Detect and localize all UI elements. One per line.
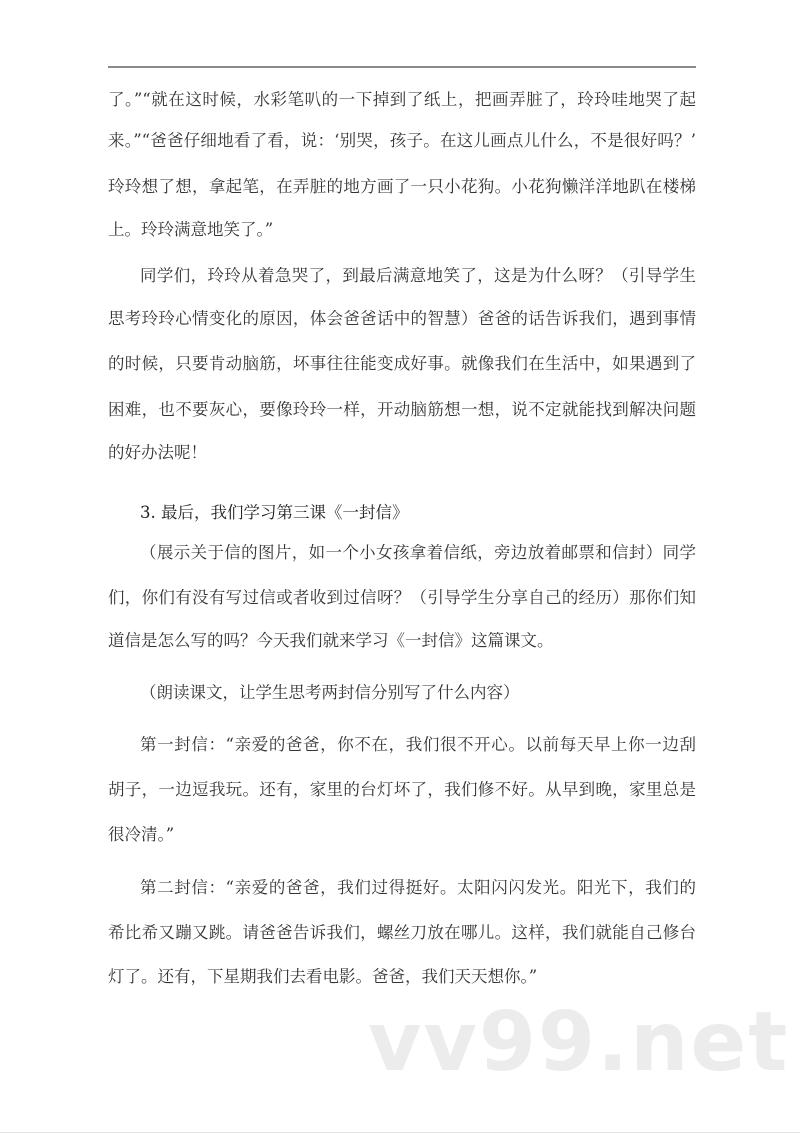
text-line: 同学们，玲玲从着急哭了，到最后满意地笑了，这是为什么呀？（引导学生 [140,266,696,285]
text-line: 道信是怎么写的吗？今天我们就来学习《一封信》这篇课文。 [108,631,554,650]
section-heading: 3. 最后，我们学习第三课《一封信》 [140,503,409,522]
text-line: 第二封信：“亲爱的爸爸，我们过得挺好。太阳闪闪发光。阳光下，我们的 [140,878,696,897]
text-line: 们，你们有没有写过信或者收到过信呀？（引导学生分享自己的经历）那你们知 [108,588,696,607]
text-line: （展示关于信的图片，如一个小女孩拿着信纸，旁边放着邮票和信封）同学 [140,543,696,562]
page-bottom-edge [0,1132,800,1133]
header-rule [108,66,696,68]
text-line: 的时候，只要肯动脑筋，坏事往往能变成好事。就像我们在生活中，如果遇到了 [108,354,696,373]
text-line: 灯了。还有，下星期我们去看电影。爸爸，我们天天想你。” [108,967,538,986]
text-line: 第一封信：“亲爱的爸爸，你不在，我们很不开心。以前每天早上你一边刮 [140,735,696,754]
text-line: 来。”“爸爸仔细地看了看，说：‘别哭，孩子。在这儿画点儿什么，不是很好吗？’ [108,131,696,150]
watermark: vv99.net [368,995,790,1090]
text-line: 希比希又蹦又跳。请爸爸告诉我们，螺丝刀放在哪儿。这样，我们就能自己修台 [108,923,696,942]
text-line: 思考玲玲心情变化的原因，体会爸爸话中的智慧）爸爸的话告诉我们，遇到事情 [108,309,696,328]
text-line: 的好办法呢！ [108,443,207,462]
text-line: 上。玲玲满意地笑了。” [108,220,274,239]
text-line: 很冷清。” [108,825,175,844]
paragraph-reading-note: （朗读课文，让学生思考两封信分别写了什么内容） [140,683,520,702]
text-line: 了。”“就在这时候，水彩笔叭的一下掉到了纸上，把画弄脏了，玲玲哇地哭了起 [108,90,696,109]
text-line: 胡子，一边逗我玩。还有，家里的台灯坏了，我们修不好。从早到晚，家里总是 [108,780,696,799]
text-line: 困难，也不要灰心，要像玲玲一样，开动脑筋想一想，说不定就能找到解决问题 [108,400,696,419]
text-line: 玲玲想了想，拿起笔，在弄脏的地方画了一只小花狗。小花狗懒洋洋地趴在楼梯 [108,177,696,196]
